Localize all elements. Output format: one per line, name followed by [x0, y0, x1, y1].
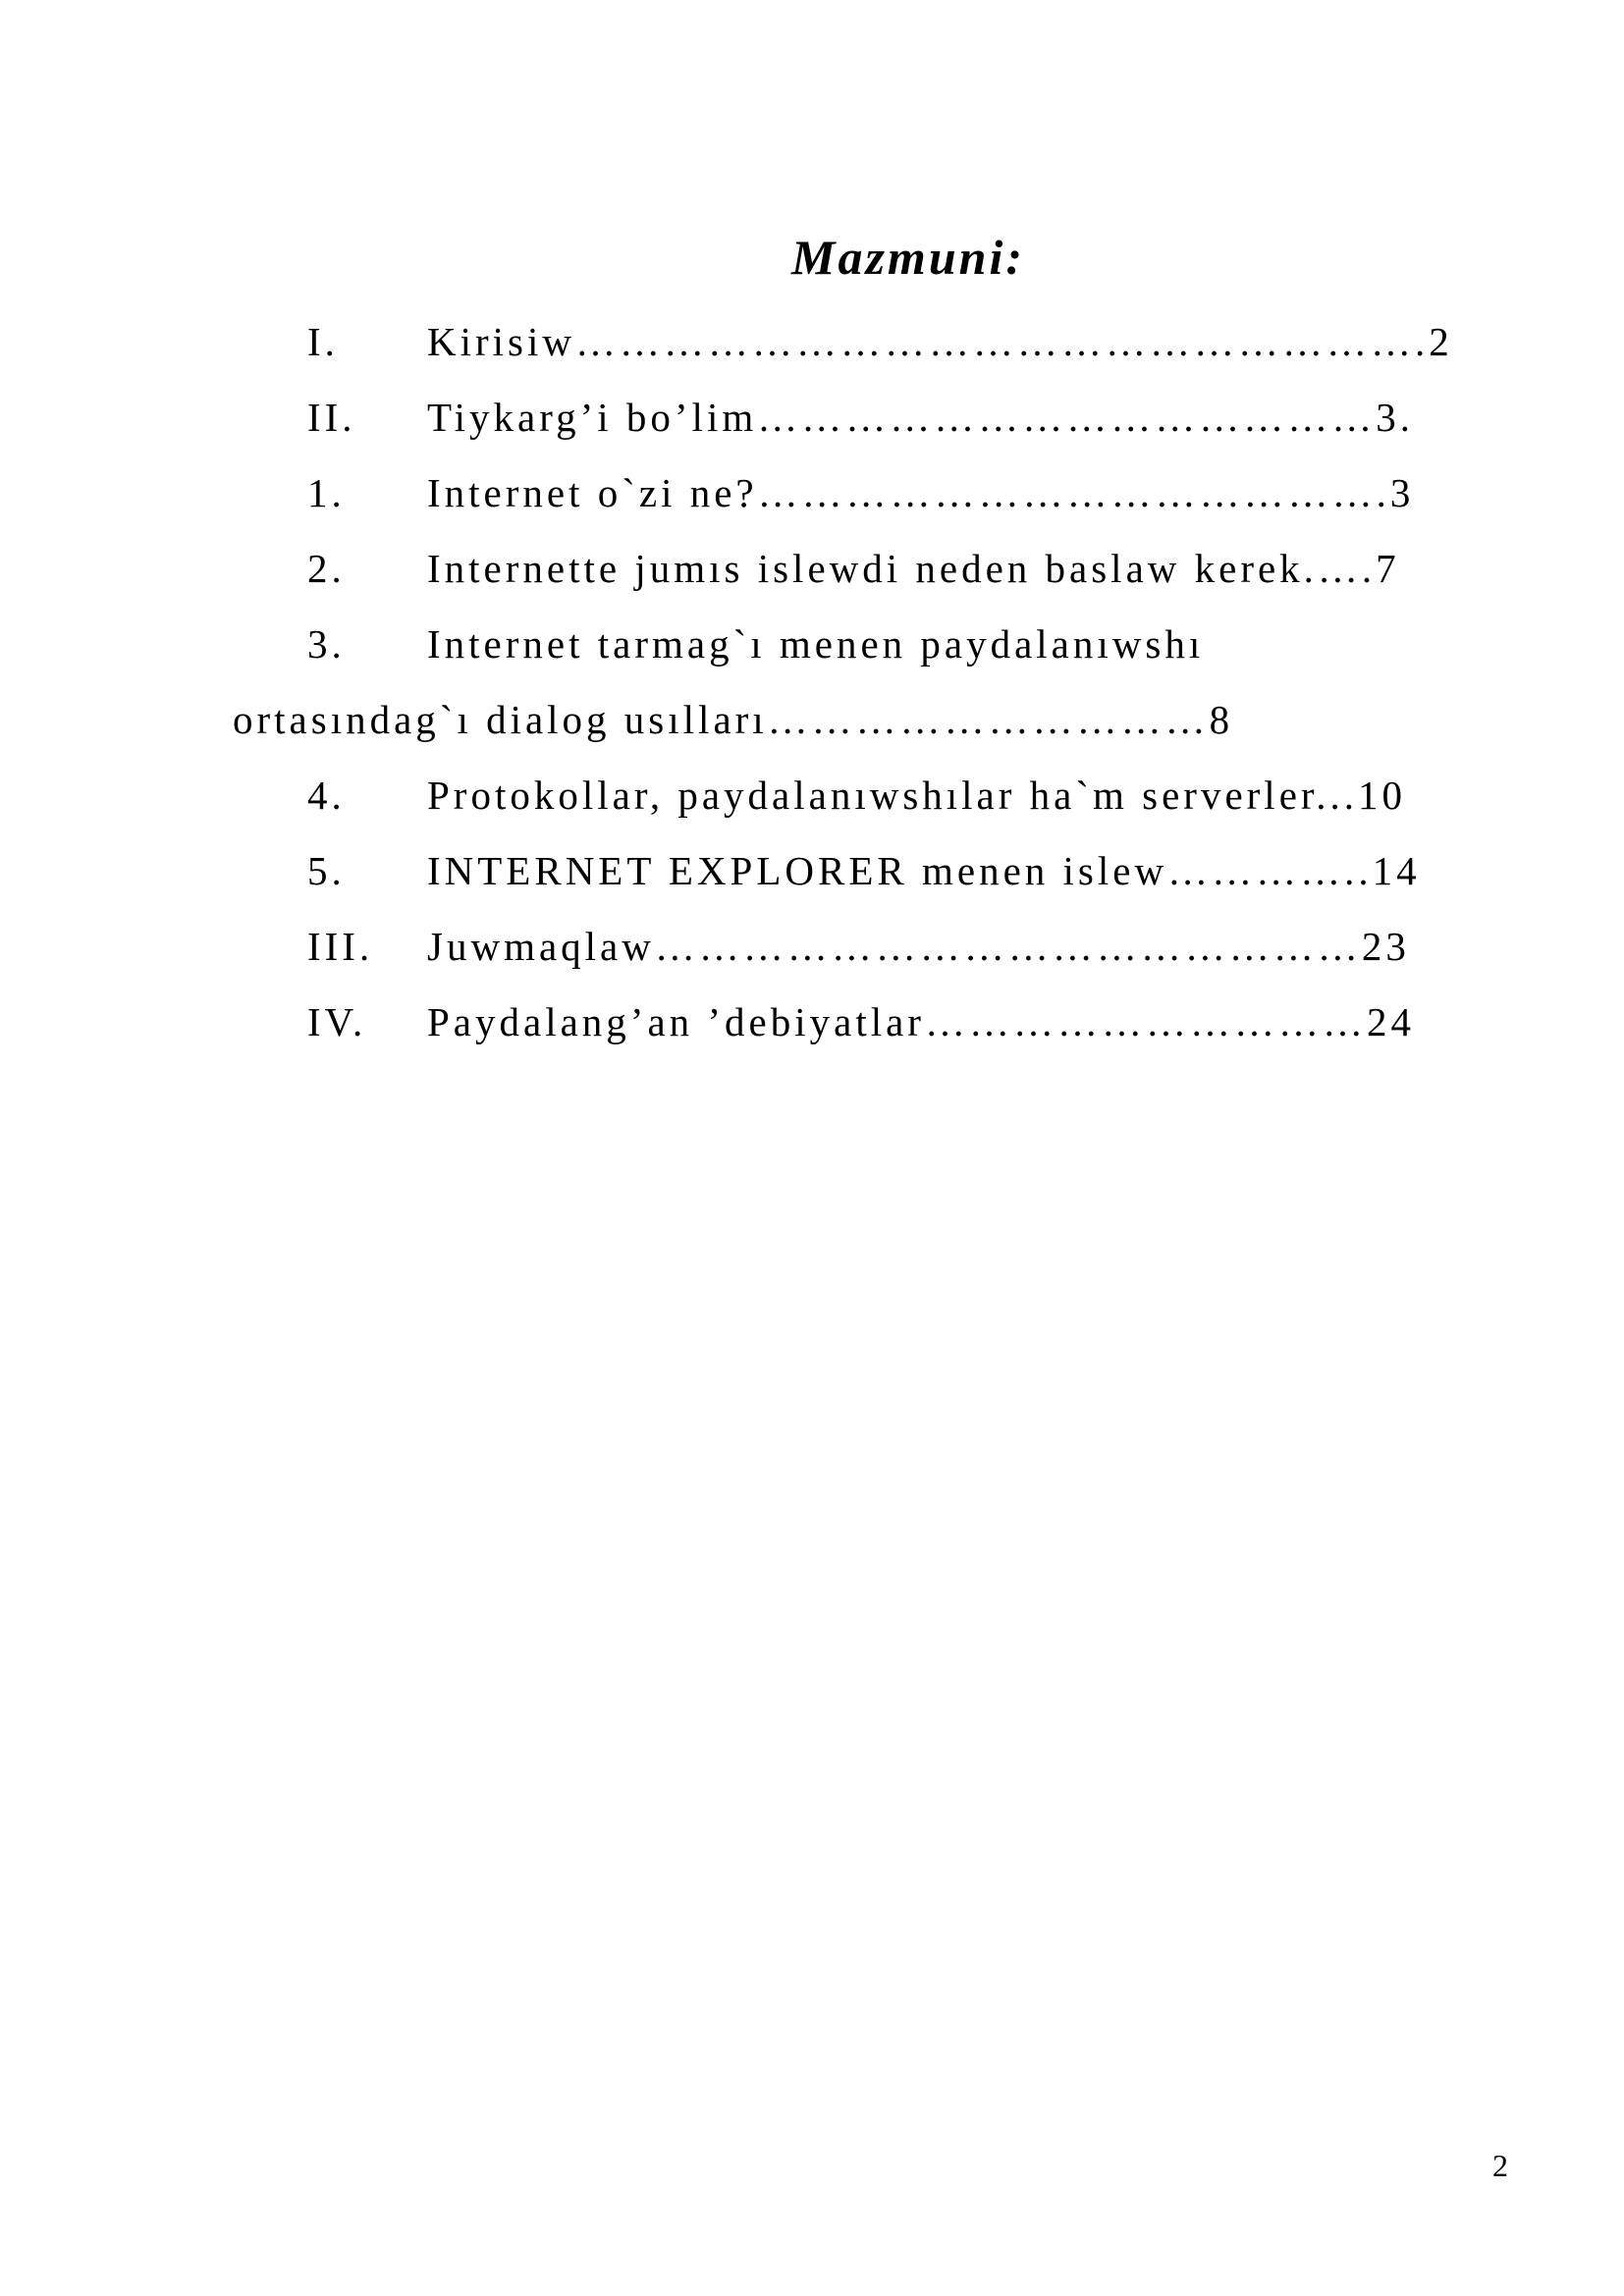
toc-entry-internette-jumis — [0, 539, 1624, 598]
toc-entry-text: Kirisiw………………………………………………….2 — [427, 319, 1453, 364]
toc-entry-dialog-usillari — [0, 690, 1624, 749]
toc-entry-number: 4. — [307, 773, 346, 818]
toc-entry-protokollar — [0, 766, 1624, 825]
toc-entry-number: 1. — [307, 470, 346, 515]
toc-entry-text: Internet o`zi ne?…………………………………….3 — [427, 470, 1415, 515]
toc-entry-internet-ozi-ne — [0, 463, 1624, 522]
toc-entry-text: Juwmaqlaw…………………………………………23 — [427, 924, 1410, 969]
toc-entry-text: Internette jumıs islewdi neden baslaw kerek.….7 — [427, 546, 1400, 591]
toc-entry-number: 2. — [307, 546, 346, 591]
toc-entry-kirisiw — [0, 312, 1624, 371]
toc-entry-text: Internet tarmag`ı menen paydalanıwshı — [427, 621, 1205, 667]
toc-entry-tiykargi-bolim — [0, 388, 1624, 447]
toc-entry-paydalangan-debiyatlar — [0, 992, 1624, 1051]
toc-entry-number: 3. — [307, 621, 346, 667]
toc-entry-text: INTERNET EXPLORER menen islew…………..14 — [427, 848, 1421, 893]
toc-entry-text: Tiykarg’i bo’lim……………………………………3. — [427, 395, 1414, 440]
toc-entry-number: 5. — [307, 848, 346, 893]
toc-entry-internet-tarmagi — [0, 614, 1624, 673]
toc-entry-number: II. — [307, 395, 356, 440]
toc-entry-text: Paydalang’an ’debiyatlar…………………………24 — [427, 999, 1415, 1044]
toc-entry-text: Protokollar, paydalanıwshılar ha`m serverler...10 — [427, 773, 1407, 818]
toc-entry-number: III. — [307, 924, 374, 969]
toc-title: Mazmuni: — [791, 230, 1025, 285]
toc-entry-number: IV. — [307, 999, 367, 1044]
toc-entry-juwmaqlaw — [0, 917, 1624, 976]
toc-entry-number: I. — [307, 319, 339, 364]
toc-entry-continuation: ortasındag`ı dialog usılları…………………………8 — [233, 697, 1234, 742]
page-number: 2 — [1492, 2148, 1508, 2183]
toc-entry-internet-explorer — [0, 841, 1624, 900]
